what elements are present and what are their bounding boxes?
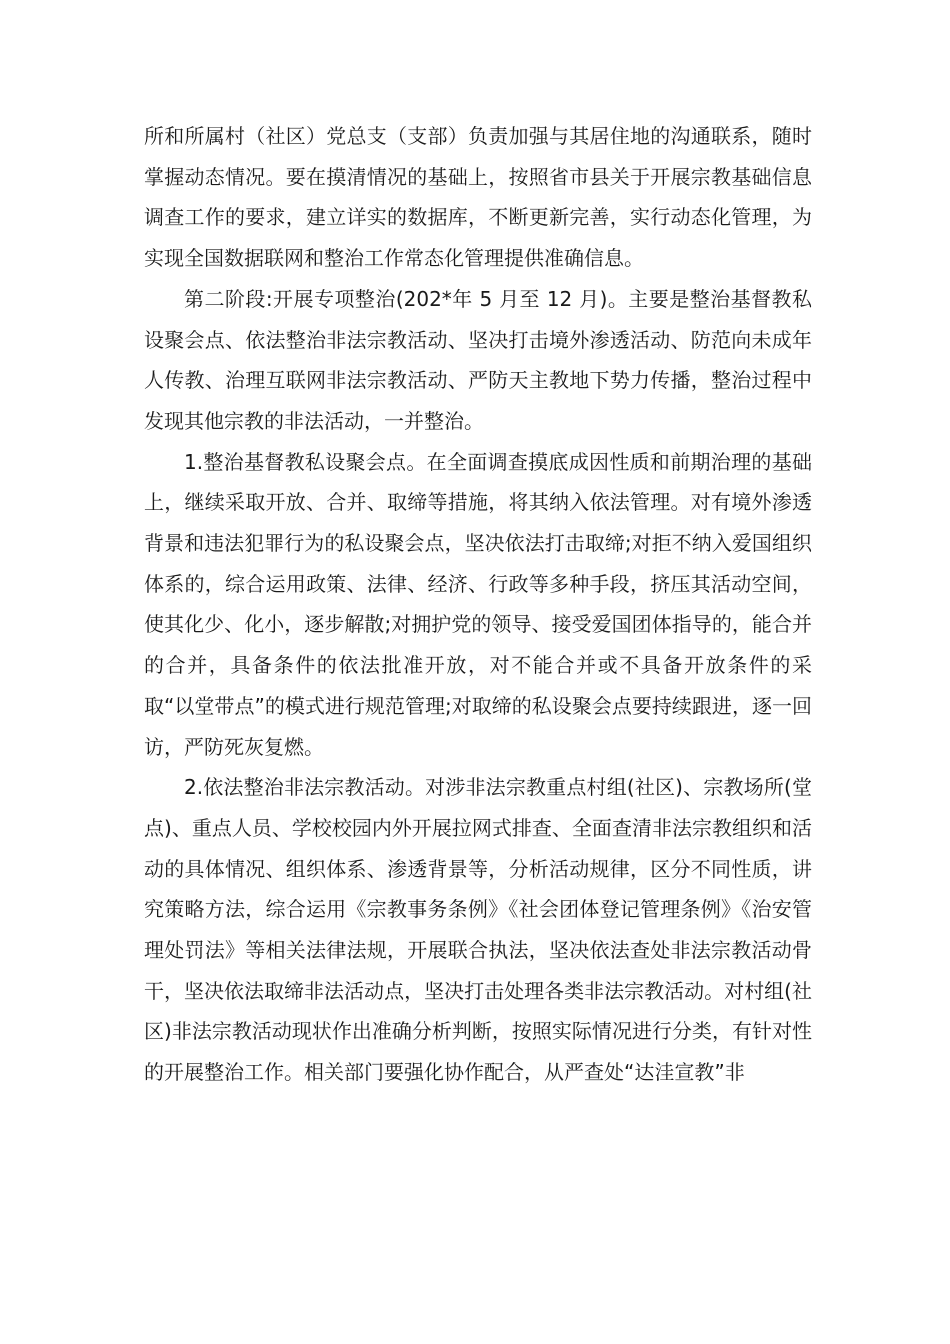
document-body <box>144 116 812 1093</box>
paragraph-stage-two: 第二阶段:开展专项整治(202*年 5 月至 12 月)。主要是整治基督教私设聚会点、依法整治非法宗教活动、坚决打击境外渗透活动、防范向未成年人传教、治理互联网非法宗教活动、严防天主教地下势力传播，整治过程中发现其他宗教的非法活动，一并整治。 <box>144 286 812 433</box>
paragraph-continuation: 所和所属村（社区）党总支（支部）负责加强与其居住地的沟通联系，随时掌握动态情况。要在摸清情况的基础上，按照省市县关于开展宗教基础信息调查工作的要求，建立详实的数据库，不断更新完善，实行动态化管理，为实现全国数据联网和整治工作常态化管理提供准确信息。 <box>144 124 812 271</box>
paragraph-item-2: 2.依法整治非法宗教活动。对涉非法宗教重点村组(社区)、宗教场所(堂点)、重点人员、学校校园内外开展拉网式排查、全面查清非法宗教组织和活动的具体情况、组织体系、渗透背景等，分析活动规律，区分不同性质，讲究策略方法，综合运用《宗教事务条例》《社会团体登记管理条例》《治安管理处罚法》等相关法律法规，开展联合执法，坚决依法查处非法宗教活动骨干，坚决依法取缔非法活动点，坚决打击处理各类非法宗教活动。对村组(社区)非法宗教活动现状作出准确分析判断，按照实际情况进行分类，有针对性的开展整治工作。相关部门要强化协作配合，从严查处“达洼宣教”非 <box>144 775 812 1085</box>
paragraph-item-1: 1.整治基督教私设聚会点。在全面调查摸底成因性质和前期治理的基础上，继续采取开放、合并、取缔等措施，将其纳入依法管理。对有境外渗透背景和违法犯罪行为的私设聚会点，坚决依法打击取缔;对拒不纳入爱国组织体系的，综合运用政策、法律、经济、行政等多种手段，挤压其活动空间，使其化少、化小，逐步解散;对拥护党的领导、接受爱国团体指导的，能合并的合并，具备条件的依法批准开放，对不能合并或不具备开放条件的采取“以堂带点”的模式进行规范管理;对取缔的私设聚会点要持续跟进，逐一回访，严防死灰复燃。 <box>144 449 812 759</box>
